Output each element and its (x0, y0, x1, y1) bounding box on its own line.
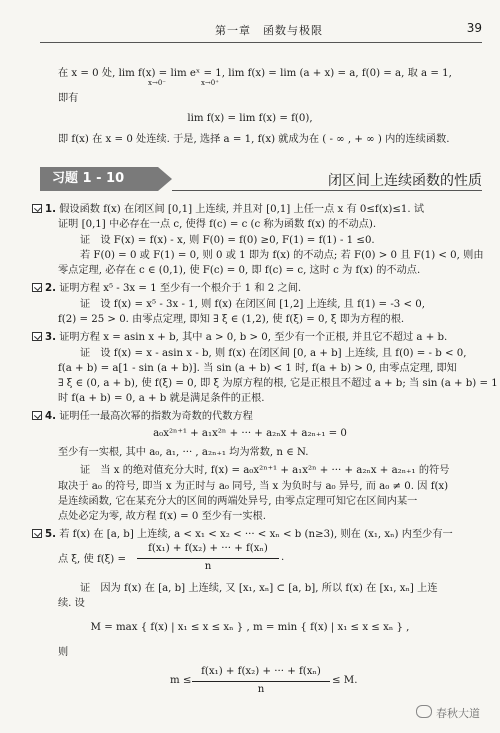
exercise-rule (172, 190, 482, 191)
problem-4-equation: a₀x²ⁿ⁺¹ + a₁x²ⁿ + ··· + a₂ₙx + a₂ₙ₊₁ = 0 (153, 428, 347, 439)
exercise-title: 闭区间上连续函数的性质 (328, 173, 482, 189)
problem-4-statement: 4. 证明任一最高次幂的指数为奇数的代数方程 (32, 410, 253, 424)
fraction-tail: . (281, 552, 285, 563)
problem-5-line: 续. 设 (58, 598, 85, 609)
problem-2-statement: 2. 证明方程 x⁵ - 3x = 1 至少有一个根介于 1 和 2 之间. (32, 282, 301, 296)
header-rule (40, 42, 482, 43)
intro-limit-subscripts: x→0⁻ x→0⁺ (148, 79, 219, 87)
problem-2-line: 证 设 f(x) = x⁵ - 3x - 1, 则 f(x) 在闭区间 [1,2] 上连续, 且 f(1) = -3 < 0, (80, 299, 425, 310)
intro-line-2: 即有 (58, 93, 79, 104)
problem-number: 5. (45, 529, 56, 540)
page-number: 39 (466, 21, 482, 35)
fraction-numerator: f(x₁) + f(x₂) + ··· + f(xₙ) (148, 543, 268, 554)
problem-number: 2. (45, 283, 56, 294)
inequality-left: m ≤ (170, 675, 192, 686)
problem-4-line: 点处必定为零, 故方程 f(x) = 0 至少有一实根. (58, 511, 266, 522)
inequality-right: ≤ M. (332, 675, 358, 686)
problem-3-line: f(a + b) = a[1 - sin (a + b)]. 当 sin (a + b) < 1 时, f(a + b) > 0, 由零点定理, 即知 (58, 363, 457, 374)
problem-5-line: 点 ξ, 使 f(ξ) = (58, 554, 127, 565)
fraction-denominator: n (204, 561, 212, 572)
problem-2-line: f(2) = 25 > 0. 由零点定理, 即知 ∃ ξ ∈ (1,2), 使 f(ξ) = 0, ξ 即为方程的根. (58, 314, 405, 325)
pencil-icon (32, 283, 42, 292)
problem-3-statement: 3. 证明方程 x = asin x + b, 其中 a > 0, b > 0, 至少有一个正根, 并且它不超过 a + b. (32, 331, 447, 345)
problem-1-statement: 1. 假设函数 f(x) 在闭区间 [0,1] 上连续, 并且对 [0,1] 上任一点 x 有 0≤f(x)≤1. 试 (32, 203, 424, 217)
pencil-icon (32, 411, 42, 420)
problem-3-line: ∃ ξ ∈ (0, a + b), 使 f(ξ) = 0, 即 ξ 为原方程的根, 它是正根且不超过 a + b; 当 sin (a + b) = 1 (58, 378, 498, 389)
problem-4-line: 证 当 x 的绝对值充分大时, f(x) = a₀x²ⁿ⁺¹ + a₁x²ⁿ + ··· + a₂ₙx + a₂ₙ₊₁ 的符号 (80, 465, 450, 476)
watermark (416, 705, 480, 721)
problem-3-line: 证 设 f(x) = x - asin x - b, 则 f(x) 在闭区间 [0, a + b] 上连续, 且 f(0) = - b < 0, (80, 348, 467, 359)
problem-5-max-min: M = max { f(x) | x₁ ≤ x ≤ xₙ } , m = min { f(x) | x₁ ≤ x ≤ xₙ } , (90, 622, 410, 633)
problem-number: 1. (45, 204, 56, 215)
problem-1-line: 若 F(0) = 0 或 F(1) = 0, 则 0 或 1 即为 f(x) 的不动点; 若 F(0) > 0 且 F(1) < 0, 则由 (80, 250, 484, 261)
exercise-tag-arrow (158, 167, 172, 191)
problem-5-line: 则 (58, 647, 69, 658)
chapter-title: 第一章 函数与极限 (215, 24, 323, 37)
pencil-icon (32, 332, 42, 341)
running-header (0, 18, 500, 40)
problem-3-line: 时 f(a + b) = 0, a + b 就是满足条件的正根. (58, 393, 265, 404)
fraction-bar (137, 558, 279, 559)
problem-5-line: 证 因为 f(x) 在 [a, b] 上连续, 又 [x₁, xₙ] ⊂ [a, b], 所以 f(x) 在 [x₁, xₙ] 上连 (80, 583, 438, 594)
pencil-icon (32, 204, 42, 213)
problem-4-line: 取决于 a₀ 的符号, 即当 x 为正时与 a₀ 同号, 当 x 为负时与 a₀ 异号, 而 a₀ ≠ 0. 因 f(x) (58, 481, 449, 492)
intro-line-1: 在 x = 0 处, lim f(x) = lim eˣ = 1, lim f(x) = lim (a + x) = a, f(0) = a, 取 a = 1, (58, 68, 452, 79)
fraction-denominator: n (257, 684, 265, 695)
intro-formula: lim f(x) = lim f(x) = f(0), (187, 113, 313, 124)
fraction-bar (192, 681, 330, 682)
problem-1-line: 证 设 F(x) = f(x) - x, 则 F(0) = f(0) ≥0, F(1) = f(1) - 1 ≤0. (80, 235, 375, 246)
intro-line-3: 即 f(x) 在 x = 0 处连续. 于是, 选择 a = 1, f(x) 就成为在 ( - ∞ , + ∞ ) 内的连续函数. (58, 134, 450, 145)
exercise-banner (40, 167, 482, 191)
inequality (170, 666, 360, 698)
problem-number: 4. (45, 411, 56, 422)
pencil-icon (32, 529, 42, 538)
problem-number: 3. (45, 332, 56, 343)
problem-4-line: 是连续函数, 它在某充分大的区间的两端处异号, 由零点定理可知它在区间内某一 (58, 496, 418, 507)
problem-1-line: 零点定理, 必存在 c ∈ (0,1), 使 F(c) = 0, 即 f(c) = c, 这时 c 为 f(x) 的不动点. (58, 265, 421, 276)
fraction-numerator: f(x₁) + f(x₂) + ··· + f(xₙ) (201, 666, 321, 677)
exercise-tag: 习题 1 - 10 (40, 167, 158, 191)
problem-1-line: 证明 [0,1] 中必存在一点 c, 使得 f(c) = c (c 称为函数 f(x) 的不动点). (58, 219, 377, 230)
problem-5-statement: 5. 若 f(x) 在 [a, b] 上连续, a < x₁ < x₂ < ··· < xₙ < b (n≥3), 则在 (x₁, xₙ) 内至少有一 (32, 528, 453, 542)
wechat-icon (416, 705, 432, 718)
watermark-text: 春秋大道 (436, 707, 480, 720)
fraction (137, 543, 287, 575)
problem-4-line: 至少有一实根, 其中 a₀, a₁, ··· , a₂ₙ₊₁ 均为常数, n ∈ N. (58, 447, 309, 458)
